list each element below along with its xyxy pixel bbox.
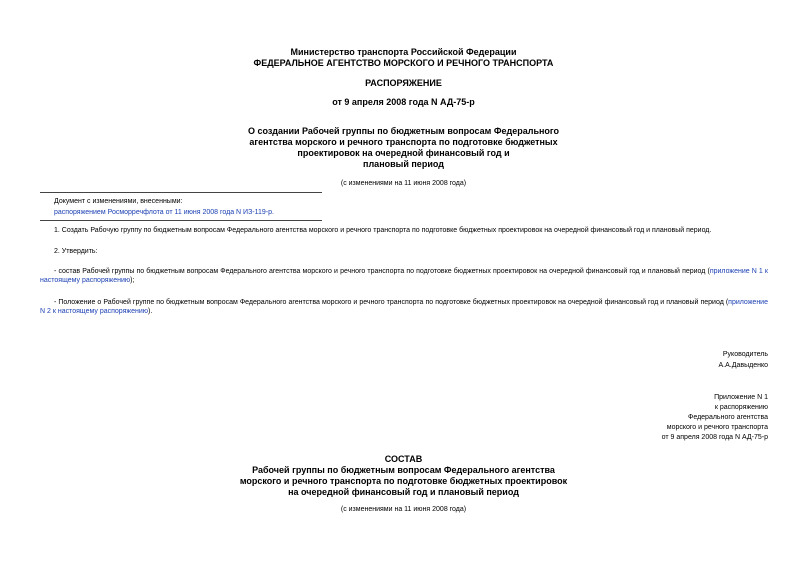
changes-box-top-rule xyxy=(40,192,322,193)
paragraph-3-text: - состав Рабочей группы по бюджетным вопросам Федерального агентства морского и речного транспорта по подготовке бюджетных проектировок на очередной финансовый год и плановый период ( xyxy=(54,268,710,275)
changes-box-bottom-rule xyxy=(40,220,322,221)
agency-name: ФЕДЕРАЛЬНОЕ АГЕНТСТВО МОРСКОГО И РЕЧНОГО ТРАНСПОРТА xyxy=(253,58,554,68)
appendix-ref-line: морского и речного транспорта xyxy=(666,424,768,431)
document-date: от 9 апреля 2008 года N АД-75-р xyxy=(332,97,475,107)
appendix-ref-line: Приложение N 1 xyxy=(714,394,768,401)
changes-box-label: Документ с изменениями, внесенными: xyxy=(54,198,183,205)
composition-title-line: на очередной финансовый год и плановый период xyxy=(288,487,519,497)
amendment-note: (с изменениями на 11 июня 2008 года) xyxy=(340,180,467,187)
paragraph-1: 1. Создать Рабочую группу по бюджетным вопросам Федерального агентства морского и речного транспорта по подготовке бюджетных проектировок на очередной финансовый год и плановый период. xyxy=(54,227,712,234)
document-title-line: О создании Рабочей группы по бюджетным вопросам Федерального xyxy=(247,126,560,136)
document-title-line: проектировок на очередной финансовый год и xyxy=(297,148,510,158)
paragraph-3-end: ); xyxy=(130,277,135,284)
document-type: РАСПОРЯЖЕНИЕ xyxy=(365,78,442,88)
appendix-1-link[interactable]: приложение N 1 к настоящему распоряжению xyxy=(40,268,768,284)
signatory-title: Руководитель xyxy=(722,351,768,358)
appendix-ref-line: от 9 апреля 2008 года N АД-75-р xyxy=(661,434,768,441)
composition-title-line: морского и речного транспорта по подготовке бюджетных проектировок xyxy=(239,476,568,486)
signatory-name: А.А.Давыденко xyxy=(718,362,768,369)
changes-box-link[interactable]: распоряжением Росморречфлота от 11 июня 2008 года N ИЗ-119-р. xyxy=(54,209,274,216)
paragraph-4-text: - Положение о Рабочей группе по бюджетным вопросам Федерального агентства морского и речного транспорта по подготовке бюджетных проектировок на очередной финансовый год и плановый период ( xyxy=(54,299,729,306)
paragraph-4-end: ). xyxy=(148,308,153,315)
appendix-2-link[interactable]: приложение N 2 к настоящему распоряжению xyxy=(40,299,768,315)
ministry-name: Министерство транспорта Российской Федерации xyxy=(290,47,517,57)
paragraph-4 xyxy=(40,298,768,316)
composition-amendment-note: (с изменениями на 11 июня 2008 года) xyxy=(340,506,467,513)
composition-heading: СОСТАВ xyxy=(384,454,423,464)
paragraph-2: 2. Утвердить: xyxy=(54,248,98,255)
document-title-line: плановый период xyxy=(363,159,444,169)
appendix-ref-line: Федерального агентства xyxy=(688,414,768,421)
composition-title-line: Рабочей группы по бюджетным вопросам Федерального агентства xyxy=(252,465,555,475)
document-title-line: агентства морского и речного транспорта по подготовке бюджетных xyxy=(249,137,558,147)
paragraph-3 xyxy=(40,267,768,285)
appendix-ref-line: к распоряжению xyxy=(714,404,768,411)
